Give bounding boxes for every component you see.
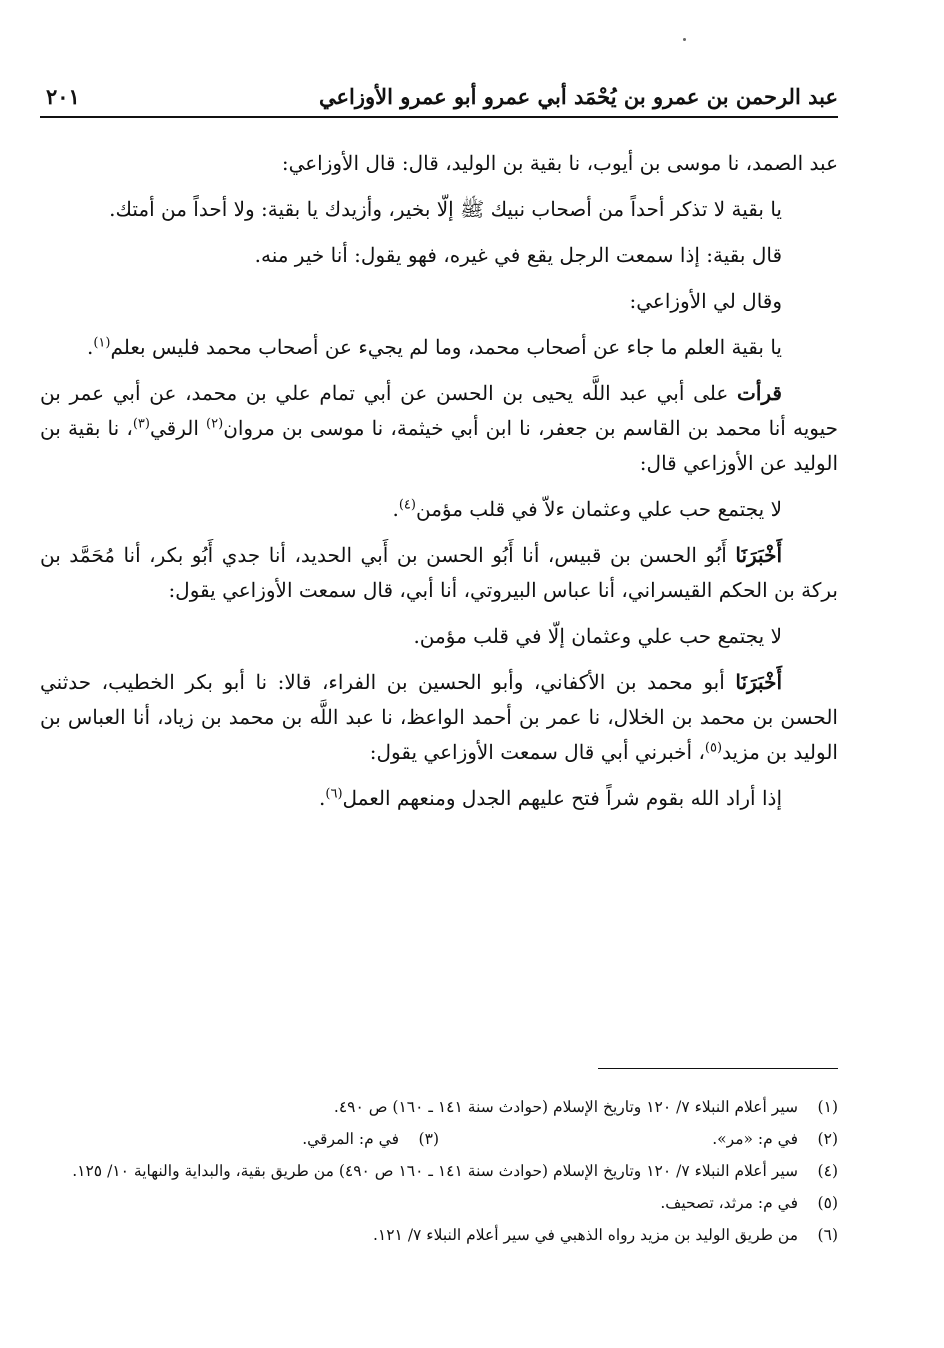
paragraph-keyword: قرأت	[737, 381, 782, 405]
paragraph-text: إذا أراد الله بقوم شراً فتح عليهم الجدل ومنعهم العمل	[342, 786, 782, 810]
paragraph-keyword: أَخْبَرَنَا	[735, 670, 782, 694]
footnote-text: في م: المرقي.	[302, 1130, 399, 1148]
paragraph-text: الرقي	[149, 416, 207, 440]
paragraph-tail: .	[392, 497, 399, 521]
paragraph	[40, 781, 838, 816]
paragraph	[40, 284, 838, 319]
paragraph-text: لا يجتمع حب علي وعثمان ءلاّ في قلب مؤمن	[415, 497, 782, 521]
paragraph-text: قال بقية: إذا سمعت الرجل يقع في غيره، فهو يقول: أنا خير منه.	[254, 243, 782, 267]
footnotes	[40, 1092, 838, 1252]
footnote-ref[interactable]: (٤)	[398, 497, 416, 513]
footnote-text: سير أعلام النبلاء ٧/ ١٢٠ وتاريخ الإسلام (حوادث سنة ١٤١ ـ ١٦٠) ص ٤٩٠.	[333, 1098, 798, 1116]
footnote-text: سير أعلام النبلاء ٧/ ١٢٠ وتاريخ الإسلام (حوادث سنة ١٤١ ـ ١٦٠ ص ٤٩٠) من طريق بقية، والبداية والنهاية ١٠/ ١٢٥.	[72, 1162, 798, 1180]
footnote	[439, 1124, 838, 1154]
footnote-number: (٣)	[418, 1130, 439, 1148]
footnote-number: (٦)	[817, 1226, 838, 1244]
footnote-number: (١)	[817, 1098, 838, 1116]
footnote-text: في م: مرثد، تصحيف.	[660, 1194, 798, 1212]
paragraph-tail: ، نا بقية بن الوليد عن الأوزاعي قال:	[40, 416, 838, 475]
paragraph-text: وقال لي الأوزاعي:	[629, 289, 782, 313]
paragraph	[40, 330, 838, 365]
paragraph	[40, 665, 838, 770]
footnote-text: من طريق الوليد بن مزيد رواه الذهبي في سير أعلام النبلاء ٧/ ١٢١.	[372, 1226, 798, 1244]
running-title: عبد الرحمن بن عمرو بن يُحْمَد أبي عمرو أبو عمرو الأوزاعي	[318, 84, 838, 109]
page-header	[40, 82, 838, 118]
footnote-ref[interactable]: (٣)	[132, 416, 150, 432]
paragraph	[40, 492, 838, 527]
footnote	[40, 1220, 838, 1250]
paragraph-tail: .	[86, 335, 94, 359]
paragraph	[40, 376, 838, 481]
paragraph	[40, 192, 838, 227]
paragraph-text: يا بقية لا تذكر أحداً من أصحاب نبيك ﷺ إلّا بخير، وأزيدك يا بقية: ولا أحداً من أمتك.	[109, 197, 782, 221]
footnote	[40, 1092, 838, 1122]
paragraph-text: أبو محمد بن الأكفاني، وأبو الحسين بن الفراء، قالا: نا أبو بكر الخطيب، حدثني الحسن بن محمد بن الخلال، نا عمر بن أحمد الواعظ، نا عبد اللَّه بن محمد بن زياد، أنا العباس بن الوليد بن مزيد	[40, 670, 838, 764]
footnote	[40, 1156, 838, 1186]
paragraph-text: أَبُو الحسن بن قبيس، أنا أَبُو الحسن بن أَبي الحديد، أنا جدي أَبُو بكر، أنا مُحَمَّد بن بركة بن الحكم القيسراني، أنا عباس البيروتي، أنا أبي، قال سمعت الأوزاعي يقول:	[40, 543, 838, 602]
page-number: ٢٠١	[46, 84, 80, 109]
footnote	[40, 1124, 439, 1154]
paragraph-keyword: أَخْبَرَنَا	[735, 543, 782, 567]
paragraph	[40, 146, 838, 181]
paragraph-text: عبد الصمد، نا موسى بن أيوب، نا بقية بن الوليد، قال: قال الأوزاعي:	[281, 151, 838, 175]
body-text	[40, 146, 838, 827]
footnote-ref[interactable]: (١)	[93, 335, 111, 351]
paragraph-text: يا بقية العلم ما جاء عن أصحاب محمد، وما لم يجيء عن أصحاب محمد فليس بعلم	[110, 335, 782, 359]
footnote-number: (٤)	[817, 1162, 838, 1180]
footnote-ref[interactable]: (٦)	[325, 786, 343, 802]
footnote-number: (٢)	[817, 1130, 838, 1148]
scan-speck	[683, 38, 686, 41]
footnote-row	[40, 1124, 838, 1154]
paragraph	[40, 538, 838, 608]
footnote-number: (٥)	[817, 1194, 838, 1212]
paragraph-tail: ، أخبرني أبي قال سمعت الأوزاعي يقول:	[369, 740, 705, 764]
paragraph	[40, 619, 838, 654]
footnote	[40, 1188, 838, 1218]
footnote-text: في م: «مر».	[712, 1130, 798, 1148]
footnote-separator	[598, 1068, 838, 1069]
footnote-ref[interactable]: (٥)	[704, 740, 723, 756]
paragraph	[40, 238, 838, 273]
paragraph-tail: .	[319, 786, 326, 810]
footnote-ref[interactable]: (٢)	[206, 416, 224, 432]
paragraph-text: لا يجتمع حب علي وعثمان إلّا في قلب مؤمن.	[413, 624, 782, 648]
paragraph-text: على أبي عبد اللَّه يحيى بن الحسن عن أبي تمام علي بن محمد، عن أبي عمر بن حيويه أنا محمد بن القاسم بن جعفر، نا ابن أبي خيثمة، نا موسى بن مروان	[40, 381, 838, 440]
